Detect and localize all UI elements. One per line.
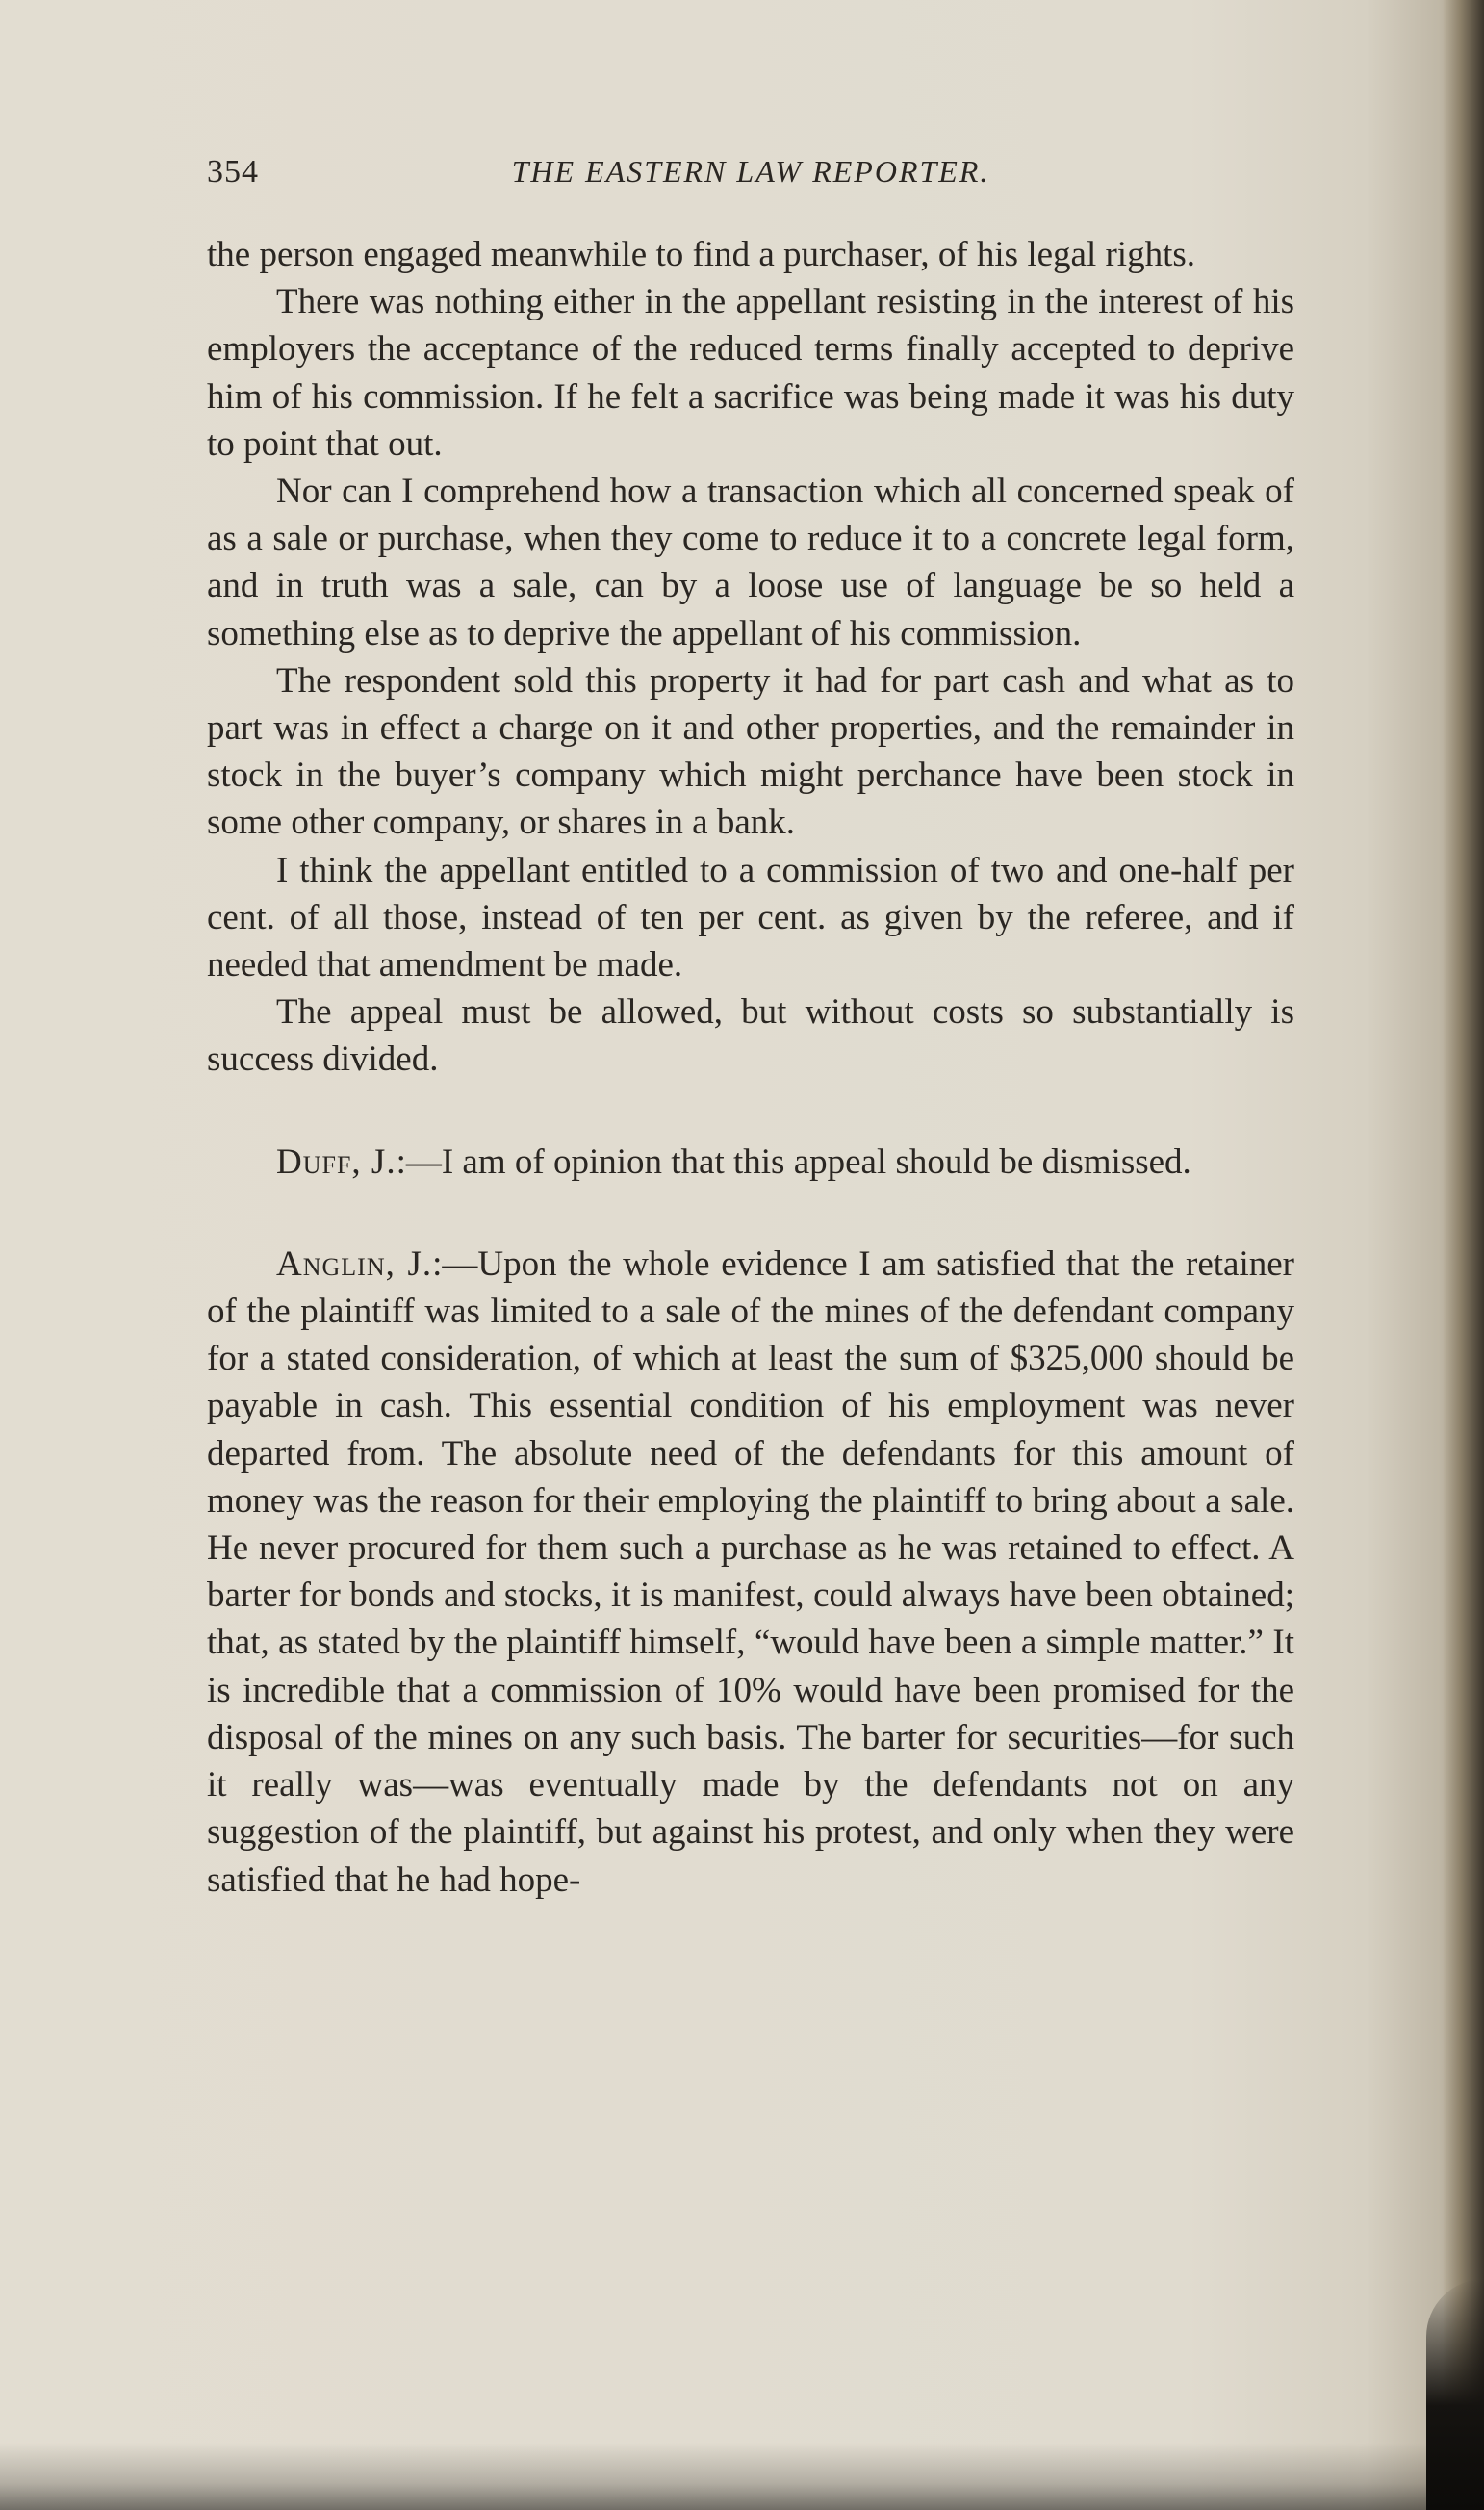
judge-name: Duff, J. [276,1141,397,1182]
body-text [207,231,1294,1904]
paragraph-continuation: the person engaged meanwhile to find a purchaser, of his legal rights. [207,235,1196,274]
page-number: 354 [207,154,259,190]
opinion-text: :—I am of opinion that this appeal should be dismissed. [396,1141,1191,1182]
paragraph: I think the appellant entitled to a commission of two and one-half per cent. of all those, instead of ten per cent. as given by the referee, and if needed that amendment be made. [207,850,1294,986]
opinion-text: :—Upon the whole evidence I am satisfied that the retainer of the plaintiff was limited to a sale of the mines of the defendant company for a stated consideration, of which at least the sum of $325,000 should be payable in cash. This essential condition of his employment was never departed from. The absolute need of the defendants for this amount of money was the reason for their employing the plaintiff to bring about a sale. He never procured for them such a purchase as he was retained to effect. A barter for bonds and stocks, it is manifest, could always have been obtained; that, as stated by the plaintiff himself, “would have been a simple matter.” It is incredible that a commission of 10% would have been promised for the disposal of the mines on any such basis. The barter for securities—for such it really was—was eventually made by the defendants not on any suggestion of the plaintiff, but against his protest, and only when they were satisfied that he had hope- [207,1243,1294,1900]
page-bottom-shadow [0,2443,1484,2510]
paragraph: The respondent sold this property it had for part cash and what as to part was in effect a charge on it and other properties, and the remainder in stock in the buyer’s company which might perchance have been stock in some other company, or shares in a bank. [207,660,1294,843]
paragraph: Nor can I comprehend how a transaction which all concerned speak of as a sale or purchase, when they come to reduce it to a concrete legal form, and in truth was a sale, can by a loose use of language be so held a something else as to deprive the appellant of his commission. [207,472,1294,653]
book-binding-edge [1444,0,1484,2510]
judge-opinion-anglin [207,1241,1294,1904]
page-header [207,154,1294,202]
paragraph: The appeal must be allowed, but without costs so substantially is success divided. [207,992,1294,1080]
running-title: THE EASTERN LAW REPORTER. [511,154,990,189]
judge-opinion-duff [207,1139,1294,1186]
paragraph: There was nothing either in the appellant resisting in the interest of his employers the acceptance of the reduced terms finally accepted to deprive him of his commission. If he felt a sacrifice was being made it was his duty to point that out. [207,282,1294,464]
page-corner-shadow [1426,2279,1484,2510]
judge-name: Anglin, J. [276,1243,433,1284]
